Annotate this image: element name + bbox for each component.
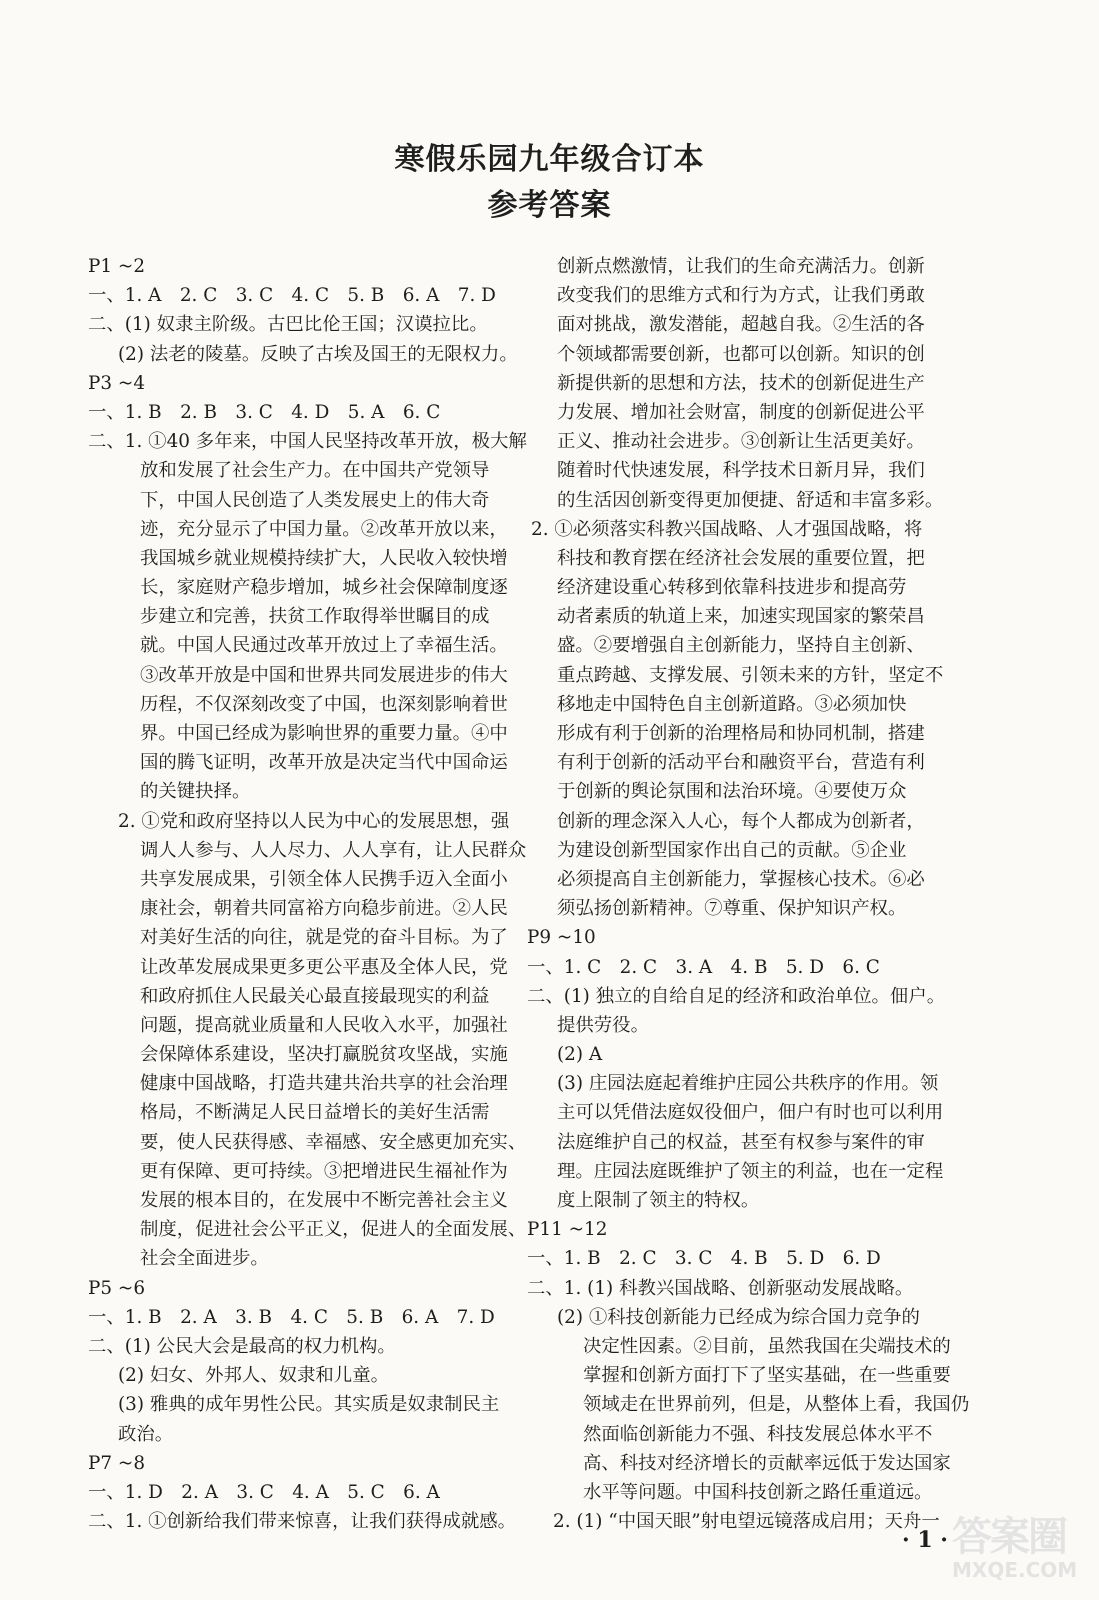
right-answer-line: 随着时代快速发展，科学技术日新月异，我们 xyxy=(557,460,925,482)
right-answer-line: 经济建设重心转移到依靠科技进步和提高劳 xyxy=(557,577,907,599)
left-answer-line: 要，使人民获得感、幸福感、安全感更加充实、 xyxy=(140,1131,527,1153)
right-answer-line: 法庭维护自己的权益，甚至有权参与案件的审 xyxy=(557,1131,925,1153)
document-title: 寒假乐园九年级合订本 xyxy=(394,142,705,177)
right-answer-line: 为建设创新型国家作出自己的贡献。⑤企业 xyxy=(557,839,907,861)
watermark-logo xyxy=(952,1505,1092,1595)
right-answer-line: 高、科技对经济增长的贡献率远低于发达国家 xyxy=(583,1452,951,1474)
right-answer-line: 创新的理念深入人心，每个人都成为创新者， xyxy=(557,810,925,832)
right-answer-line: 2. ①必须落实科教兴国战略、人才强国战略，将 xyxy=(531,518,923,540)
right-answer-line: 须弘扬创新精神。⑦尊重、保护知识产权。 xyxy=(557,898,907,920)
watermark-top: 答案圈 xyxy=(952,1514,1066,1560)
right-answer-line: 新提供新的思想和方法，技术的创新促进生产 xyxy=(557,372,925,394)
left-answer-line: P7 ~8 xyxy=(88,1452,146,1474)
left-answer-line: 下，中国人民创造了人类发展史上的伟大奇 xyxy=(140,489,490,511)
right-answer-line: P11 ~12 xyxy=(527,1219,608,1241)
left-answer-line: 迹，充分显示了中国力量。②改革开放以来， xyxy=(140,518,508,540)
watermark-bottom: MXQE.COM xyxy=(952,1558,1078,1582)
right-answer-line: (2) ①科技创新能力已经成为综合国力竞争的 xyxy=(557,1306,920,1328)
right-answer-line: 一、1. C 2. C 3. A 4. B 5. D 6. C xyxy=(527,956,880,978)
left-answer-line: 格局，不断满足人民日益增长的美好生活需 xyxy=(140,1102,490,1124)
right-answer-line: 力发展、增加社会财富，制度的创新促进公平 xyxy=(557,401,925,423)
left-answer-line: 一、1. D 2. A 3. C 4. A 5. C 6. A xyxy=(88,1481,440,1503)
right-answer-line: 必须提高自主创新能力，掌握核心技术。⑥必 xyxy=(557,868,925,890)
left-answer-line: 一、1. A 2. C 3. C 4. C 5. B 6. A 7. D xyxy=(88,285,496,307)
right-answer-line: 动者素质的轨道上来，加速实现国家的繁荣昌 xyxy=(557,606,925,628)
left-answer-line: 长，家庭财产稳步增加，城乡社会保障制度逐 xyxy=(140,577,508,599)
right-answer-line: 度上限制了领主的特权。 xyxy=(557,1190,760,1211)
left-answer-line: 制度，促进社会公平正义，促进人的全面发展、 xyxy=(140,1219,527,1241)
left-answer-line: P1 ~2 xyxy=(88,256,146,277)
right-answer-line: 面对挑战，激发潜能，超越自我。②生活的各 xyxy=(557,314,925,336)
right-answer-line: 2. (1) “中国天眼”射电望远镜落成启用；天舟一 xyxy=(553,1511,940,1533)
right-answer-line: 正义、推动社会进步。③创新让生活更美好。 xyxy=(557,431,925,453)
right-answer-line: 水平等问题。中国科技创新之路任重道远。 xyxy=(583,1481,933,1503)
left-answer-line: 调人人参与、人人尽力、人人享有，让人民群众 xyxy=(140,839,527,861)
left-answer-line: 发展的根本目的，在发展中不断完善社会主义 xyxy=(140,1190,508,1211)
right-answer-line: 盛。②要增强自主创新能力，坚持自主创新、 xyxy=(557,635,925,657)
right-answer-line: (2) A xyxy=(557,1044,603,1066)
left-answer-line: P3 ~4 xyxy=(88,372,146,394)
right-answer-line: 主可以凭借法庭奴役佃户，佃户有时也可以利用 xyxy=(557,1102,944,1124)
left-answer-line: 的关键抉择。 xyxy=(140,781,251,803)
left-answer-line: (2) 妇女、外邦人、奴隶和儿童。 xyxy=(118,1365,389,1387)
left-answer-line: 共享发展成果，引领全体人民携手迈入全面小 xyxy=(140,868,508,890)
left-answer-line: (2) 法老的陵墓。反映了古埃及国王的无限权力。 xyxy=(118,343,518,365)
right-answer-line: 理。庄园法庭既维护了领主的利益，也在一定程 xyxy=(557,1160,944,1182)
right-answer-line: 二、1. (1) 科教兴国战略、创新驱动发展战略。 xyxy=(527,1277,914,1299)
right-answer-line: 于创新的舆论氛围和法治环境。④要使万众 xyxy=(557,781,907,803)
left-answer-line: 健康中国战略，打造共建共治共享的社会治理 xyxy=(140,1073,508,1095)
left-answer-line: 一、1. B 2. B 3. C 4. D 5. A 6. C xyxy=(88,401,441,423)
left-answer-line: 康社会，朝着共同富裕方向稳步前进。②人民 xyxy=(140,898,508,920)
right-answer-line: 领域走在世界前列，但是，从整体上看，我国仍 xyxy=(583,1394,970,1416)
left-answer-line: P5 ~6 xyxy=(88,1277,146,1299)
right-answer-line: 移地走中国特色自主创新道路。③必须加快 xyxy=(557,693,907,715)
left-answer-line: 政治。 xyxy=(118,1423,174,1445)
left-answer-line: 我国城乡就业规模持续扩大，人民收入较快增 xyxy=(140,547,508,569)
right-answer-line: 改变我们的思维方式和行为方式，让我们勇敢 xyxy=(557,285,925,307)
left-answer-line: 步建立和完善，扶贫工作取得举世瞩目的成 xyxy=(140,606,490,628)
left-answer-line: 让改革发展成果更多更公平惠及全体人民，党 xyxy=(140,956,508,978)
right-answer-line: 有利于创新的活动平台和融资平台，营造有利 xyxy=(557,752,925,774)
left-answer-line: 二、1. ①创新给我们带来惊喜，让我们获得成就感。 xyxy=(88,1511,516,1533)
left-answer-line: (3) 雅典的成年男性公民。其实质是奴隶制民主 xyxy=(118,1394,500,1416)
left-answer-line: ③改革开放是中国和世界共同发展进步的伟大 xyxy=(140,664,508,686)
left-answer-line: 二、(1) 公民大会是最高的权力机构。 xyxy=(88,1335,396,1357)
right-answer-line: 重点跨越、支撑发展、引领未来的方针，坚定不 xyxy=(557,664,944,686)
left-answer-line: 二、1. ①40 多年来，中国人民坚持改革开放，极大解 xyxy=(88,431,527,453)
left-answer-line: 和政府抓住人民最关心最直接最现实的利益 xyxy=(140,985,490,1007)
right-answer-line: 创新点燃激情，让我们的生命充满活力。创新 xyxy=(557,256,925,277)
right-answer-line: 形成有利于创新的治理格局和协同机制，搭建 xyxy=(557,723,925,744)
left-column xyxy=(88,252,527,1536)
left-answer-line: 会保障体系建设，坚决打赢脱贫攻坚战，实施 xyxy=(140,1044,508,1066)
right-answer-line: 二、(1) 独立的自给自足的经济和政治单位。佃户。 xyxy=(527,985,946,1007)
right-answer-line: 掌握和创新方面打下了坚实基础，在一些重要 xyxy=(583,1365,951,1387)
right-column xyxy=(527,252,970,1536)
page-number: · 1 · xyxy=(902,1527,948,1553)
left-answer-line: 对美好生活的向往，就是党的奋斗目标。为了 xyxy=(140,927,508,949)
right-answer-line: P9 ~10 xyxy=(527,927,596,949)
document-subtitle: 参考答案 xyxy=(487,188,612,223)
left-answer-line: 界。中国已经成为影响世界的重要力量。④中 xyxy=(140,723,508,744)
left-answer-line: 社会全面进步。 xyxy=(140,1248,269,1270)
right-answer-line: (3) 庄园法庭起着维护庄园公共秩序的作用。领 xyxy=(557,1073,939,1095)
right-answer-line: 的生活因创新变得更加便捷、舒适和丰富多彩。 xyxy=(557,489,944,511)
left-answer-line: 放和发展了社会生产力。在中国共产党领导 xyxy=(140,460,490,482)
right-answer-line: 个领域都需要创新，也都可以创新。知识的创 xyxy=(557,343,925,365)
right-answer-line: 然面临创新能力不强、科技发展总体水平不 xyxy=(583,1423,933,1445)
left-answer-line: 更有保障、更可持续。③把增进民生福祉作为 xyxy=(140,1160,508,1182)
right-answer-line: 提供劳役。 xyxy=(557,1014,649,1036)
left-answer-line: 就。中国人民通过改革开放过上了幸福生活。 xyxy=(140,635,508,657)
left-answer-line: 2. ①党和政府坚持以人民为中心的发展思想，强 xyxy=(118,810,510,832)
left-answer-line: 问题，提高就业质量和人民收入水平，加强社 xyxy=(140,1014,508,1036)
left-answer-line: 二、(1) 奴隶主阶级。古巴比伦王国；汉谟拉比。 xyxy=(88,314,488,336)
right-answer-line: 一、1. B 2. C 3. C 4. B 5. D 6. D xyxy=(527,1248,881,1270)
right-answer-line: 科技和教育摆在经济社会发展的重要位置，把 xyxy=(557,547,925,569)
left-answer-line: 一、1. B 2. A 3. B 4. C 5. B 6. A 7. D xyxy=(88,1306,495,1328)
left-answer-line: 国的腾飞证明，改革开放是决定当代中国命运 xyxy=(140,752,508,774)
right-answer-line: 决定性因素。②目前，虽然我国在尖端技术的 xyxy=(583,1335,951,1357)
left-answer-line: 历程，不仅深刻改变了中国，也深刻影响着世 xyxy=(140,693,508,715)
